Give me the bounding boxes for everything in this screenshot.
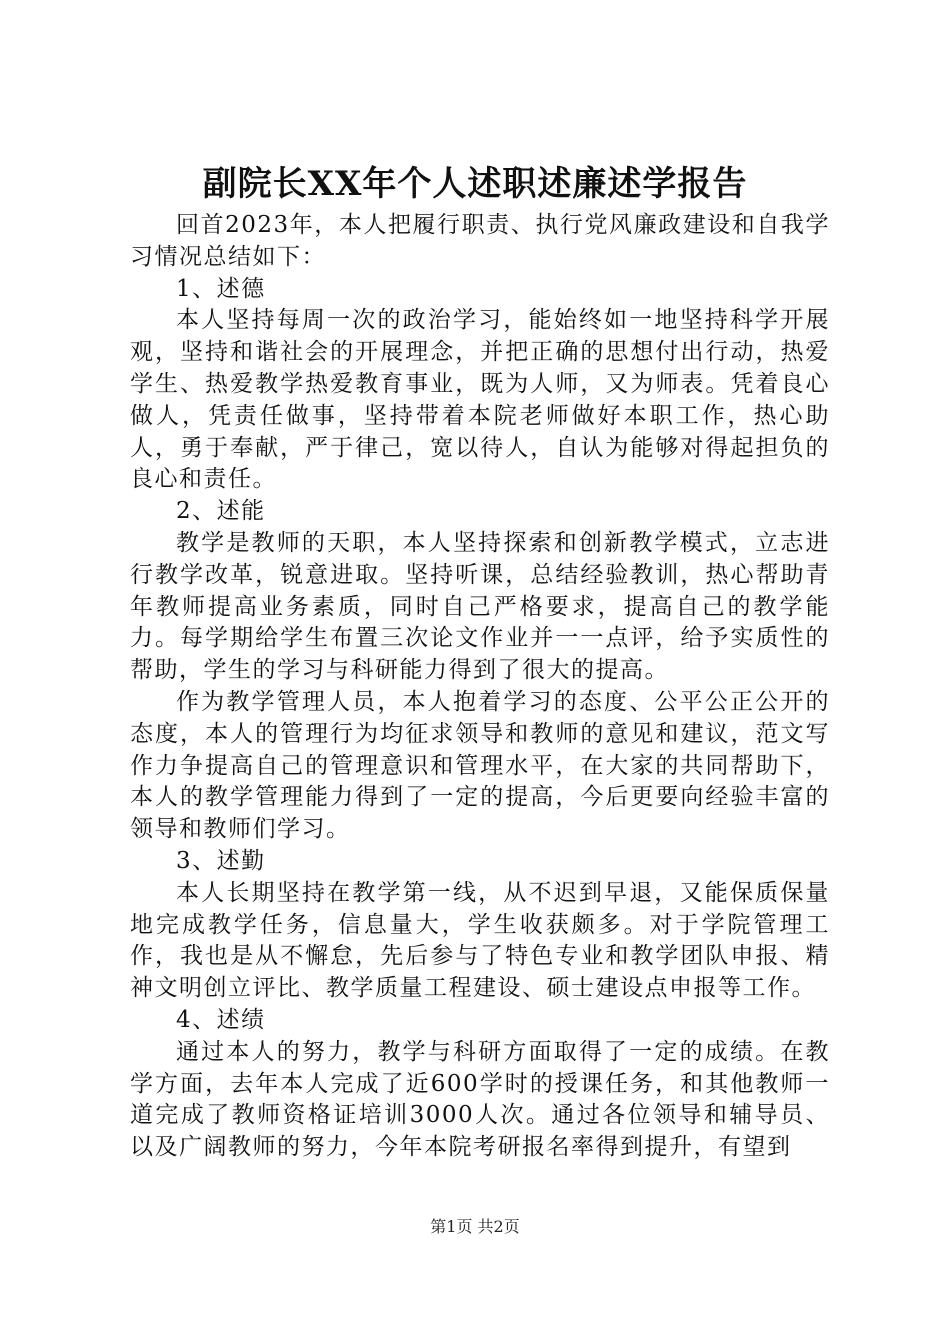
section-heading-ji: 4、述绩 xyxy=(176,1006,266,1033)
document-title: 副院长XX年个人述职述廉述学报告 xyxy=(202,164,748,204)
paragraph-de: 本人坚持每周一次的政治学习，能始终如一地坚持科学开展观，坚持和谐社会的开展理念，并把正确的思想付出行动，热爱学生、热爱教学热爱教育事业，既为人师，又为师表。凭着良心做人，凭责任做事，坚持带着本院老师做好本职工作，热心助人，勇于奉献，严于律己，宽以待人，自认为能够对得起担负的良心和责任。 xyxy=(130,307,830,493)
paragraph-neng-2: 作为教学管理人员，本人抱着学习的态度、公平公正公开的态度，本人的管理行为均征求领导和教师的意见和建议，范文写作力争提高自己的管理意识和管理水平，在大家的共同帮助下，本人的教学管理能力得到了一定的提高，今后更要向经验丰富的领导和教师们学习。 xyxy=(130,688,830,843)
paragraph-intro: 回首2023年，本人把履行职责、执行党风廉政建设和自我学习情况总结如下： xyxy=(130,212,830,270)
section-heading-qin: 3、述勤 xyxy=(176,847,266,874)
paragraph-qin: 本人长期坚持在教学第一线，从不迟到早退，又能保质保量地完成教学任务，信息量大，学生收获颇多。对于学院管理工作，我也是从不懈怠，先后参与了特色专业和教学团队申报、精神文明创立评比、教学质量工程建设、硕士建设点申报等工作。 xyxy=(130,879,830,1002)
paragraph-neng-1: 教学是教师的天职，本人坚持探索和创新教学模式，立志进行教学改革，锐意进取。坚持听课，总结经验教训，热心帮助青年教师提高业务素质，同时自己严格要求，提高自己的教学能力。每学期给学生布置三次论文作业并一一点评，给予实质性的帮助，学生的学习与科研能力得到了很大的提高。 xyxy=(130,529,830,684)
paragraph-ji: 通过本人的努力，教学与科研方面取得了一定的成绩。在教学方面，去年本人完成了近600学时的授课任务，和其他教师一道完成了教师资格证培训3000人次。通过各位领导和辅导员、以及广阔教师的努力，今年本院考研报名率得到提升，有望到 xyxy=(130,1038,830,1161)
section-heading-neng: 2、述能 xyxy=(176,498,266,525)
page-footer: 第1页 共2页 xyxy=(430,1217,520,1236)
section-heading-de: 1、述德 xyxy=(176,275,266,302)
document-body xyxy=(130,210,830,1164)
